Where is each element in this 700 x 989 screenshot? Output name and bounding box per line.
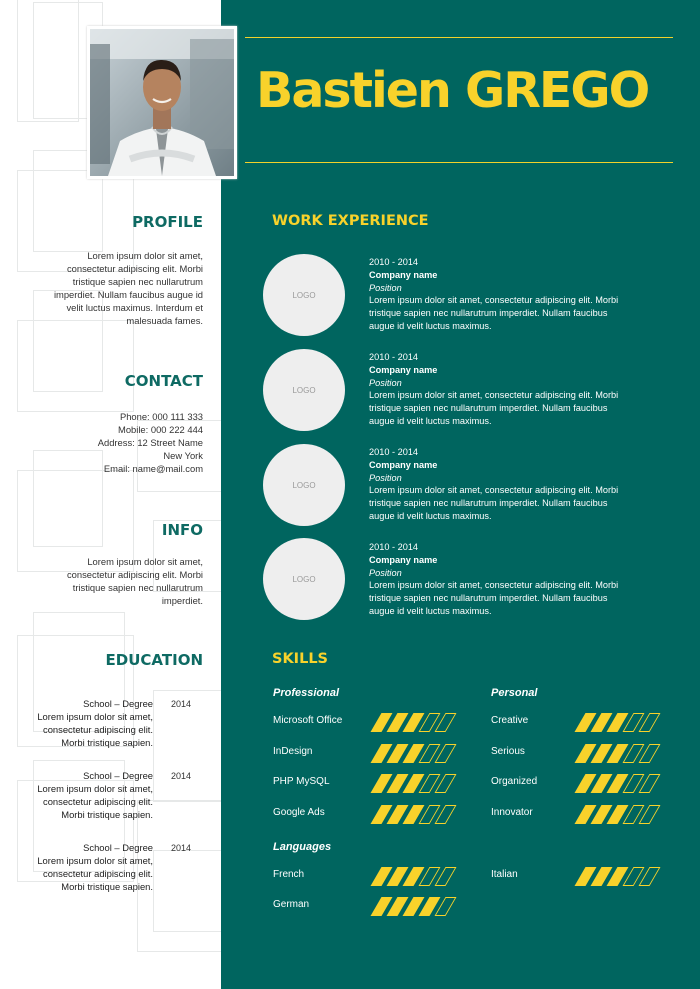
education-item xyxy=(3,770,153,822)
contact-email: Email: name@mail.com xyxy=(103,462,203,474)
profile-line: imperdiet. Nullam faucibus augue id xyxy=(53,288,203,300)
skill-label: Innovator xyxy=(491,807,533,818)
languages-label: Languages xyxy=(273,841,332,853)
contact-text xyxy=(28,411,203,476)
skill-label: PHP MySQL xyxy=(273,776,330,787)
company-logo: LOGO xyxy=(263,349,345,431)
job-desc: augue id velit luctus maximus. xyxy=(369,510,492,521)
skills-heading: SKILLS xyxy=(272,651,328,667)
job-desc: augue id velit luctus maximus. xyxy=(369,320,492,331)
job-desc: tristique sapien nec nullarutrum imperdiet. Nullam faucibus xyxy=(369,593,608,604)
job-company: Company name xyxy=(369,554,438,565)
job-desc: tristique sapien nec nullarutrum imperdiet. Nullam faucibus xyxy=(369,308,608,319)
profile-line: consectetur adipiscing elit. Morbi xyxy=(66,262,203,274)
contact-phone: Phone: 000 111 333 xyxy=(119,411,203,422)
personal-label: Personal xyxy=(491,687,538,699)
job-dates: 2010 - 2014 xyxy=(369,542,419,552)
language-label: Italian xyxy=(491,869,518,880)
info-line: consectetur adipiscing elit. Morbi xyxy=(66,568,203,580)
portrait-image xyxy=(90,29,234,176)
language-label: German xyxy=(273,899,310,910)
education-heading: EDUCATION xyxy=(105,651,203,669)
job-entry xyxy=(369,256,654,333)
job-company: Company name xyxy=(369,459,438,470)
job-entry xyxy=(369,541,654,618)
profile-line: tristique sapien nec nullarutrum xyxy=(72,275,203,287)
info-line: Lorem ipsum dolor sit amet, xyxy=(87,556,203,567)
info-line: tristique sapien nec nullarutrum xyxy=(72,581,203,593)
contact-mobile: Mobile: 000 222 444 xyxy=(118,423,203,435)
education-year: 2014 xyxy=(171,843,192,853)
profile-heading: PROFILE xyxy=(132,213,203,231)
profile-line: malesuada fames. xyxy=(126,314,203,326)
education-line: consectetur adipiscing elit. xyxy=(43,867,153,879)
job-position: Position xyxy=(369,282,402,293)
contact-address: Address: 12 Street Name xyxy=(97,436,203,448)
education-line: Lorem ipsum dolor sit amet, xyxy=(37,782,153,794)
candidate-name: Bastien GREGO xyxy=(256,62,649,119)
skill-label: Microsoft Office xyxy=(273,715,343,726)
job-position: Position xyxy=(369,377,402,388)
job-desc: Lorem ipsum dolor sit amet, consectetur adipiscing elit. Morbi xyxy=(369,580,619,591)
education-line: consectetur adipiscing elit. xyxy=(43,795,153,807)
info-text xyxy=(28,556,203,608)
job-desc: Lorem ipsum dolor sit amet, consectetur adipiscing elit. Morbi xyxy=(369,485,619,496)
education-line: Lorem ipsum dolor sit amet, xyxy=(37,854,153,866)
company-logo: LOGO xyxy=(263,254,345,336)
skill-label: Google Ads xyxy=(273,807,325,818)
job-desc: tristique sapien nec nullarutrum imperdiet. Nullam faucibus xyxy=(369,403,608,414)
skill-label: Organized xyxy=(491,776,538,787)
job-desc: augue id velit luctus maximus. xyxy=(369,415,492,426)
info-line: imperdiet. xyxy=(161,594,203,606)
job-desc: Lorem ipsum dolor sit amet, consectetur adipiscing elit. Morbi xyxy=(369,295,619,306)
company-logo: LOGO xyxy=(263,444,345,526)
profile-line: Lorem ipsum dolor sit amet, xyxy=(87,250,203,261)
job-dates: 2010 - 2014 xyxy=(369,447,419,457)
education-line: Morbi tristique sapien. xyxy=(61,880,153,892)
job-company: Company name xyxy=(369,269,438,280)
education-year: 2014 xyxy=(171,771,192,781)
education-item xyxy=(3,842,153,894)
education-line: consectetur adipiscing elit. xyxy=(43,723,153,735)
job-position: Position xyxy=(369,472,402,483)
education-school: School – Degree xyxy=(83,698,153,709)
decor-square xyxy=(17,0,79,122)
contact-city: New York xyxy=(163,449,203,461)
language-label: French xyxy=(273,869,305,880)
skill-label: Serious xyxy=(491,746,525,757)
profile-line: velit luctus maximus. Interdum et xyxy=(66,301,203,313)
education-item xyxy=(3,698,153,750)
job-dates: 2010 - 2014 xyxy=(369,352,419,362)
profile-photo xyxy=(87,26,237,179)
decor-square xyxy=(153,850,221,932)
job-entry xyxy=(369,446,654,523)
education-year: 2014 xyxy=(171,699,192,709)
job-company: Company name xyxy=(369,364,438,375)
education-line: Morbi tristique sapien. xyxy=(61,736,153,748)
portrait-illustration xyxy=(90,29,234,176)
professional-label: Professional xyxy=(273,687,340,699)
work-heading: WORK EXPERIENCE xyxy=(272,213,429,229)
decor-square xyxy=(17,320,134,412)
job-desc: augue id velit luctus maximus. xyxy=(369,605,492,616)
job-dates: 2010 - 2014 xyxy=(369,257,419,267)
info-heading: INFO xyxy=(161,521,203,539)
contact-heading: CONTACT xyxy=(124,372,203,390)
job-position: Position xyxy=(369,567,402,578)
company-logo: LOGO xyxy=(263,538,345,620)
education-school: School – Degree xyxy=(83,842,153,853)
job-desc: Lorem ipsum dolor sit amet, consectetur adipiscing elit. Morbi xyxy=(369,390,619,401)
job-entry xyxy=(369,351,654,428)
skill-label: Creative xyxy=(491,715,529,726)
education-school: School – Degree xyxy=(83,770,153,781)
name-rule-bottom xyxy=(245,162,673,163)
name-rule-top xyxy=(245,37,673,38)
skill-label: InDesign xyxy=(273,746,313,757)
job-desc: tristique sapien nec nullarutrum imperdiet. Nullam faucibus xyxy=(369,498,608,509)
education-line: Lorem ipsum dolor sit amet, xyxy=(37,710,153,722)
education-line: Morbi tristique sapien. xyxy=(61,808,153,820)
profile-text xyxy=(28,250,203,327)
